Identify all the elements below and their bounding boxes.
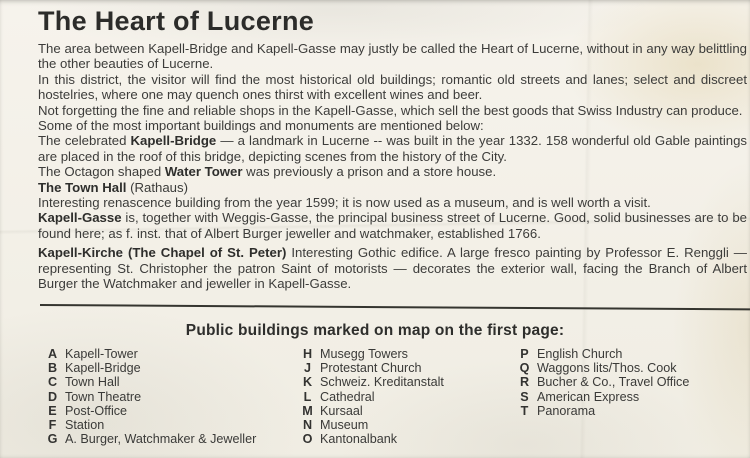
map-legend	[0, 347, 750, 447]
paragraph-intro	[38, 41, 747, 72]
paragraph-text: Interesting renascence building from the year 1599; it is now used as a museum, and is well worth a visit.	[38, 195, 651, 211]
paragraph-text: In this district, the visitor will find the most historical old buildings; romantic old streets and lanes; select and discreet hostelries, where one may quench ones thirst with excellent wines and beer.	[38, 71, 747, 103]
legend-label: Waggons lits/Thos. Cook	[537, 361, 677, 376]
legend-heading: Public buildings marked on map on the first page:	[185, 322, 565, 339]
horizontal-rule	[40, 304, 750, 310]
legend-label: Kapell-Bridge	[65, 361, 141, 376]
legend-label: A. Burger, Watchmaker & Jeweller	[65, 432, 257, 447]
legend-item	[45, 404, 256, 418]
paragraph-kapell-bridge	[38, 133, 747, 164]
legend-label: Panorama	[537, 403, 596, 418]
legend-label: Town Hall	[65, 375, 120, 390]
paragraph-text: The area between Kapell-Bridge and Kapell-Gasse may justly be called the Heart of Lucerne, without in any way belittling the other beauties of Lucerne.	[38, 41, 747, 72]
legend-letter: O	[302, 432, 313, 447]
legend-letter: N	[302, 418, 313, 433]
legend-item	[517, 347, 689, 361]
legend-label: Kantonalbank	[320, 432, 398, 447]
paragraph-text: Not forgetting the fine and reliable shops in the Kapell-Gasse, which sell the best goods that Swiss Industry can produce.	[38, 102, 743, 118]
paragraph-town-hall	[38, 180, 747, 195]
legend-letter: S	[520, 389, 529, 404]
legend-letter: Q	[519, 361, 530, 376]
legend-item	[45, 375, 256, 389]
legend-label: Museum	[320, 418, 369, 433]
paragraph-kapell-kirche	[38, 245, 747, 291]
paragraph-mention	[38, 118, 747, 133]
legend-label: Kursaal	[320, 403, 363, 418]
legend-item	[517, 375, 689, 389]
bold-term: Kapell-Gasse	[38, 210, 122, 226]
legend-column-3	[517, 347, 689, 418]
legend-letter: C	[47, 375, 58, 390]
legend-item	[45, 361, 256, 375]
legend-letter: R	[519, 375, 530, 390]
legend-item	[300, 390, 444, 404]
legend-label: American Express	[537, 389, 640, 404]
paragraph-shops	[38, 103, 747, 118]
legend-letter: A	[47, 347, 58, 361]
legend-letter: F	[48, 418, 57, 433]
legend-label: Cathedral	[320, 389, 375, 404]
paragraph-kapell-gasse	[38, 210, 747, 241]
paragraph-text: is, together with Weggis-Gasse, the principal business street of Lucerne. Good, solid businesses are to be found here; as f. inst. that of Albert Burger jeweller and watchmaker, established 1766.	[38, 210, 747, 241]
page-title: The Heart of Lucerne	[38, 6, 315, 36]
legend-item	[517, 361, 689, 375]
legend-label: Schweiz. Kreditanstalt	[320, 375, 444, 390]
legend-item	[517, 404, 689, 418]
article-body	[38, 41, 747, 292]
legend-column-1	[45, 347, 256, 446]
paragraph-town-hall-desc	[38, 195, 747, 210]
legend-letter: H	[302, 347, 313, 361]
paragraph-text: — a landmark in Lucerne -- was built in the year 1332. 158 wonderful old Gable paintings are placed in the roof of this bridge, depicting scenes from the history of the City.	[38, 133, 748, 164]
legend-label: Post-Office	[65, 403, 128, 418]
paragraph-text: (Rathaus)	[126, 179, 188, 195]
legend-item	[300, 347, 444, 361]
paragraph-text: Interesting Gothic edifice. A large fresco painting by Professor E. Renggli — representing St. Christopher the patron Saint of motorists — decorates the exterior wall, facing the Branch of Albert Burger the Watchmaker and jeweller in Kapell-Gasse.	[38, 245, 747, 292]
legend-letter: M	[302, 403, 313, 418]
legend-item	[300, 375, 444, 389]
paragraph-text: The Octagon shaped	[38, 164, 165, 180]
paragraph-text: was previously a prison and a store house.	[242, 164, 497, 180]
legend-letter: B	[47, 361, 58, 376]
legend-item	[300, 418, 444, 432]
legend-letter: P	[520, 347, 529, 361]
legend-label: English Church	[537, 347, 623, 361]
legend-item	[517, 390, 689, 404]
legend-letter: K	[302, 375, 313, 390]
legend-item	[45, 418, 256, 432]
bold-term: Kapell-Bridge	[130, 133, 217, 149]
legend-item	[300, 432, 444, 446]
legend-item	[45, 390, 256, 404]
legend-letter: G	[47, 432, 58, 447]
bold-term: The Town Hall	[38, 179, 127, 195]
legend-label: Kapell-Tower	[65, 347, 138, 361]
legend-label: Station	[65, 418, 105, 433]
bold-term: Kapell-Kirche (The Chapel of St. Peter)	[38, 245, 287, 261]
legend-letter: L	[303, 389, 312, 404]
paragraph-text: Some of the most important buildings and monuments are mentioned below:	[38, 118, 484, 134]
legend-item	[300, 404, 444, 418]
paragraph-text: The celebrated	[38, 133, 131, 149]
legend-item	[45, 347, 256, 361]
legend-letter: D	[47, 389, 58, 404]
legend-item	[300, 361, 444, 375]
legend-item	[45, 432, 256, 446]
legend-label: Bucher & Co., Travel Office	[537, 375, 690, 390]
legend-label: Musegg Towers	[320, 347, 408, 361]
legend-label: Town Theatre	[65, 389, 142, 404]
legend-letter: E	[48, 403, 57, 418]
legend-letter: T	[520, 403, 529, 418]
legend-label: Protestant Church	[320, 361, 422, 376]
legend-column-2	[300, 347, 444, 446]
paragraph-district	[38, 72, 747, 103]
bold-term: Water Tower	[164, 164, 243, 180]
legend-letter: J	[303, 361, 311, 376]
paragraph-water-tower	[38, 164, 747, 179]
